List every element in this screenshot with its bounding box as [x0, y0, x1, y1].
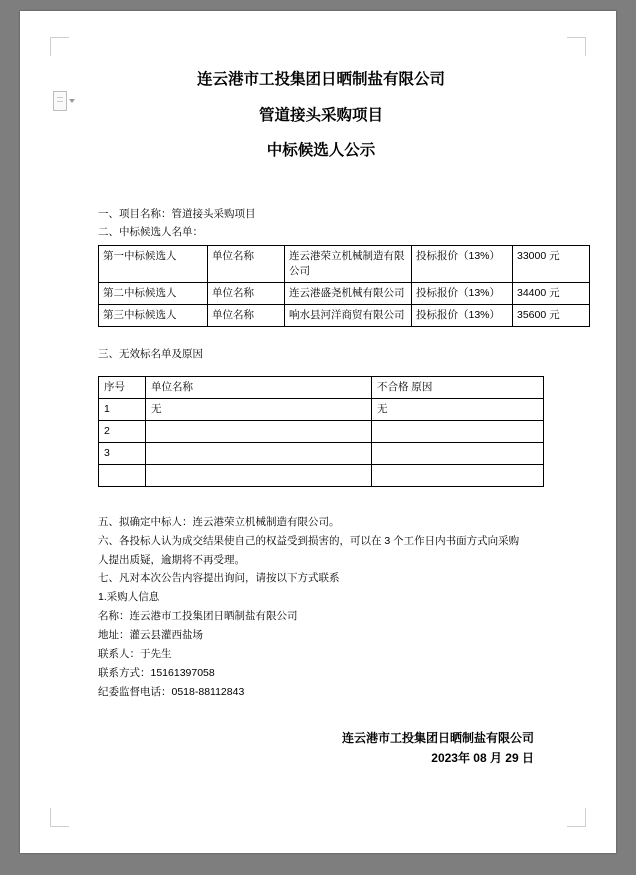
contact-block — [98, 588, 544, 701]
signature-company: 连云港市工投集团日晒制盐有限公司 — [341, 730, 534, 745]
invalid-cell-company — [146, 464, 372, 486]
document-page — [20, 11, 616, 853]
chevron-down-icon[interactable] — [69, 99, 75, 103]
crop-mark-bottom-right — [567, 808, 586, 827]
table-row — [99, 420, 544, 442]
intro-line-project-name: 一、项目名称：管道接头采购项目 — [98, 207, 256, 220]
page-title-line-3: 中标候选人公示 — [266, 142, 376, 160]
table-row — [99, 245, 590, 282]
candidate-rank: 第三中标候选人 — [99, 305, 208, 327]
invalid-cell-index: 2 — [99, 420, 146, 442]
candidate-company: 响水县河洋商贸有限公司 — [285, 305, 412, 327]
candidate-rank: 第二中标候选人 — [99, 282, 208, 304]
table-row — [99, 398, 544, 420]
document-content — [98, 71, 560, 768]
invalid-cell-index: 3 — [99, 442, 146, 464]
candidate-price: 33000 元 — [513, 245, 590, 282]
table-row — [99, 305, 590, 327]
invalid-section-heading-block — [98, 345, 544, 363]
candidate-price-label: 投标报价（13%） — [412, 282, 513, 304]
invalid-cell-reason — [372, 464, 544, 486]
candidate-name-label: 单位名称 — [208, 305, 285, 327]
invalid-section-title: 三、无效标名单及原因 — [98, 348, 203, 361]
table-row — [99, 282, 590, 304]
invalid-header-company: 单位名称 — [146, 376, 372, 398]
signature-date: 2023年 08 月 29 日 — [431, 751, 534, 766]
tail-line-objection-1: 六、各投标人认为成交结果使自己的权益受到损害的，可以在 3 个工作日内书面方式向采购 — [98, 534, 520, 547]
invalid-cell-company — [146, 420, 372, 442]
table-header-row — [99, 376, 544, 398]
invalid-cell-reason — [372, 442, 544, 464]
contact-line-purchaser-info: 1.采购人信息 — [98, 591, 160, 604]
invalid-cell-company: 无 — [146, 398, 372, 420]
candidate-rank: 第一中标候选人 — [99, 245, 208, 282]
candidate-company: 连云港盛尧机械有限公司 — [285, 282, 412, 304]
invalid-header-index: 序号 — [99, 376, 146, 398]
candidate-name-label: 单位名称 — [208, 245, 285, 282]
invalid-cell-company — [146, 442, 372, 464]
tail-line-objection-2: 人提出质疑，逾期将不再受理。 — [98, 553, 245, 566]
invalid-cell-reason — [372, 420, 544, 442]
candidate-price: 35600 元 — [513, 305, 590, 327]
crop-mark-top-right — [567, 37, 586, 56]
invalid-cell-index: 1 — [99, 398, 146, 420]
candidate-price-label: 投标报价（13%） — [412, 305, 513, 327]
contact-line-supervision-phone: 纪委监督电话：0518-88112843 — [98, 685, 245, 698]
signature-block — [98, 728, 544, 769]
candidate-price: 34400 元 — [513, 282, 590, 304]
candidate-company: 连云港荣立机械制造有限公司 — [285, 245, 412, 282]
document-sheet-icon — [53, 91, 67, 111]
contact-line-address: 地址：灌云县灌西盐场 — [98, 629, 203, 642]
invalid-bids-table — [98, 376, 544, 487]
crop-mark-top-left — [50, 37, 69, 56]
crop-mark-bottom-left — [50, 808, 69, 827]
page-title-line-2: 管道接头采购项目 — [258, 106, 383, 124]
document-icon[interactable] — [53, 91, 75, 111]
invalid-header-reason: 不合格 原因 — [372, 376, 544, 398]
page-title-line-1: 连云港市工投集团日晒制盐有限公司 — [196, 71, 445, 88]
candidate-name-label: 单位名称 — [208, 282, 285, 304]
tail-line-inquiry: 七、凡对本次公告内容提出询问，请按以下方式联系 — [98, 572, 340, 585]
candidate-price-label: 投标报价（13%） — [412, 245, 513, 282]
candidates-table — [98, 245, 590, 328]
invalid-cell-reason: 无 — [372, 398, 544, 420]
contact-line-person: 联系人：于先生 — [98, 648, 172, 661]
tail-line-winner: 五、拟确定中标人：连云港荣立机械制造有限公司。 — [98, 515, 340, 528]
table-row — [99, 442, 544, 464]
table-row — [99, 464, 544, 486]
notice-tail-block — [98, 513, 544, 589]
invalid-cell-index — [99, 464, 146, 486]
intro-line-candidate-list: 二、中标候选人名单： — [98, 226, 203, 239]
contact-line-name: 名称：连云港市工投集团日晒制盐有限公司 — [98, 610, 298, 623]
contact-line-phone: 联系方式：15161397058 — [98, 666, 215, 679]
intro-block — [98, 205, 544, 242]
